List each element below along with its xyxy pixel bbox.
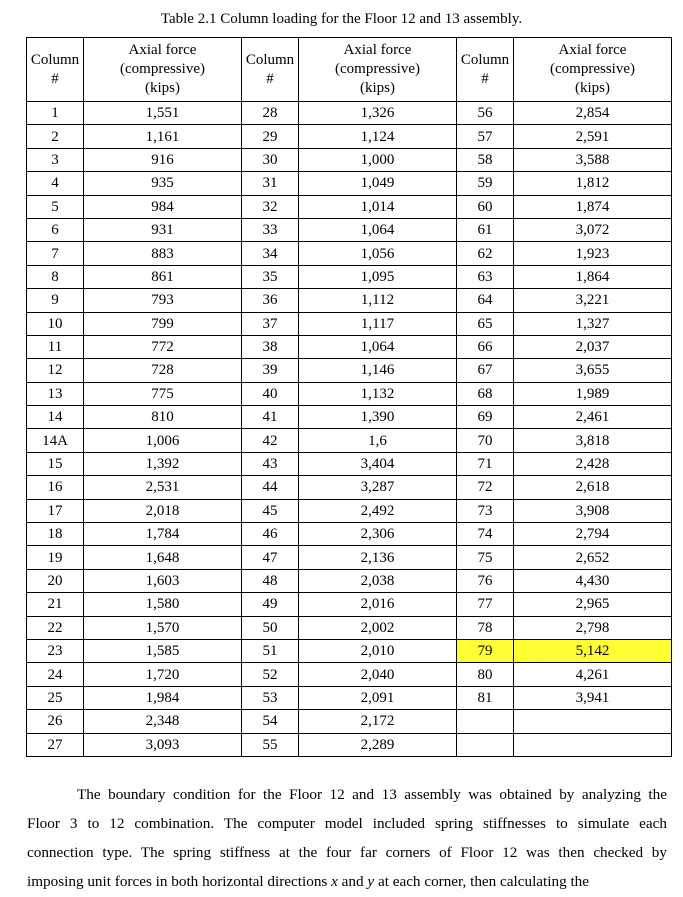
body-paragraph xyxy=(27,780,667,896)
column-number-cell: 29 xyxy=(242,125,299,148)
column-number-cell: 10 xyxy=(27,312,84,335)
axial-force-cell: 2,652 xyxy=(514,546,672,569)
table-row xyxy=(27,546,672,569)
column-number-cell: 44 xyxy=(242,476,299,499)
column-number-cell: 2 xyxy=(27,125,84,148)
table-row xyxy=(27,125,672,148)
axial-force-cell: 2,492 xyxy=(299,499,457,522)
axial-force-cell: 2,965 xyxy=(514,593,672,616)
column-number-cell: 57 xyxy=(457,125,514,148)
axial-force-cell: 3,655 xyxy=(514,359,672,382)
column-number-cell: 11 xyxy=(27,335,84,358)
axial-force-header: Axial force (compressive) (kips) xyxy=(84,38,242,102)
column-number-cell: 74 xyxy=(457,523,514,546)
table-row xyxy=(27,312,672,335)
axial-force-cell xyxy=(514,733,672,756)
table-row xyxy=(27,429,672,452)
column-number-cell: 76 xyxy=(457,569,514,592)
axial-force-cell: 2,016 xyxy=(299,593,457,616)
column-number-cell: 71 xyxy=(457,452,514,475)
axial-force-cell: 4,430 xyxy=(514,569,672,592)
column-number-cell: 20 xyxy=(27,569,84,592)
axial-force-cell: 1,392 xyxy=(84,452,242,475)
axial-force-header: Axial force (compressive) (kips) xyxy=(299,38,457,102)
axial-force-cell: 3,818 xyxy=(514,429,672,452)
axial-force-cell: 1,112 xyxy=(299,289,457,312)
column-number-cell: 24 xyxy=(27,663,84,686)
axial-force-cell: 2,591 xyxy=(514,125,672,148)
table-row xyxy=(27,382,672,405)
axial-force-header: Axial force (compressive) (kips) xyxy=(514,38,672,102)
paragraph-line: Floor 3 to 12 combination. The computer model included spring stiffnesses to simulate each xyxy=(27,815,667,832)
column-number-cell: 23 xyxy=(27,639,84,662)
axial-force-cell: 1,648 xyxy=(84,546,242,569)
column-number-cell: 70 xyxy=(457,429,514,452)
axial-force-cell: 799 xyxy=(84,312,242,335)
axial-force-cell: 935 xyxy=(84,172,242,195)
column-number-cell: 5 xyxy=(27,195,84,218)
column-number-cell: 73 xyxy=(457,499,514,522)
axial-force-cell: 1,095 xyxy=(299,265,457,288)
column-number-cell: 52 xyxy=(242,663,299,686)
column-loading-table xyxy=(26,37,672,757)
column-number-cell: 1 xyxy=(27,102,84,125)
axial-force-cell: 2,348 xyxy=(84,710,242,733)
axial-force-cell: 2,794 xyxy=(514,523,672,546)
axial-force-cell: 1,6 xyxy=(299,429,457,452)
table-row xyxy=(27,593,672,616)
column-number-cell: 72 xyxy=(457,476,514,499)
axial-force-cell: 3,588 xyxy=(514,148,672,171)
column-number-cell: 67 xyxy=(457,359,514,382)
axial-force-cell: 2,002 xyxy=(299,616,457,639)
axial-force-cell: 2,618 xyxy=(514,476,672,499)
column-number-cell: 21 xyxy=(27,593,84,616)
column-number-cell: 8 xyxy=(27,265,84,288)
axial-force-cell: 1,327 xyxy=(514,312,672,335)
column-number-cell: 6 xyxy=(27,218,84,241)
column-number-cell: 36 xyxy=(242,289,299,312)
column-number-cell: 16 xyxy=(27,476,84,499)
column-header: Column # xyxy=(27,38,84,102)
table-row xyxy=(27,663,672,686)
header-row xyxy=(27,38,672,102)
axial-force-cell: 1,390 xyxy=(299,406,457,429)
column-number-cell: 38 xyxy=(242,335,299,358)
column-number-cell: 68 xyxy=(457,382,514,405)
table-row xyxy=(27,639,672,662)
axial-force-cell: 2,037 xyxy=(514,335,672,358)
column-number-cell: 60 xyxy=(457,195,514,218)
column-number-cell: 28 xyxy=(242,102,299,125)
table-row xyxy=(27,686,672,709)
column-number-cell: 46 xyxy=(242,523,299,546)
axial-force-cell: 2,289 xyxy=(299,733,457,756)
axial-force-cell: 2,798 xyxy=(514,616,672,639)
axial-force-cell: 1,923 xyxy=(514,242,672,265)
column-number-cell: 17 xyxy=(27,499,84,522)
column-number-cell: 77 xyxy=(457,593,514,616)
axial-force-cell: 1,064 xyxy=(299,218,457,241)
table-row xyxy=(27,733,672,756)
axial-force-cell: 1,984 xyxy=(84,686,242,709)
column-header: Column # xyxy=(242,38,299,102)
axial-force-cell xyxy=(514,710,672,733)
column-number-cell: 27 xyxy=(27,733,84,756)
column-number-cell: 43 xyxy=(242,452,299,475)
column-number-cell: 51 xyxy=(242,639,299,662)
column-number-cell: 30 xyxy=(242,148,299,171)
axial-force-cell: 1,864 xyxy=(514,265,672,288)
column-number-cell: 7 xyxy=(27,242,84,265)
table-row xyxy=(27,148,672,171)
axial-force-cell: 2,461 xyxy=(514,406,672,429)
axial-force-cell: 1,146 xyxy=(299,359,457,382)
column-number-cell: 47 xyxy=(242,546,299,569)
axial-force-cell: 1,326 xyxy=(299,102,457,125)
column-number-cell: 45 xyxy=(242,499,299,522)
table-row xyxy=(27,359,672,382)
axial-force-cell: 861 xyxy=(84,265,242,288)
axial-force-cell: 775 xyxy=(84,382,242,405)
axial-force-cell: 1,551 xyxy=(84,102,242,125)
axial-force-cell: 2,306 xyxy=(299,523,457,546)
axial-force-cell: 2,038 xyxy=(299,569,457,592)
table-row xyxy=(27,102,672,125)
column-number-cell: 69 xyxy=(457,406,514,429)
axial-force-cell: 2,428 xyxy=(514,452,672,475)
column-number-cell: 66 xyxy=(457,335,514,358)
table-row xyxy=(27,289,672,312)
axial-force-cell: 2,091 xyxy=(299,686,457,709)
column-number-cell: 31 xyxy=(242,172,299,195)
axial-force-cell: 916 xyxy=(84,148,242,171)
axial-force-cell: 4,261 xyxy=(514,663,672,686)
column-number-cell: 19 xyxy=(27,546,84,569)
column-number-cell: 14 xyxy=(27,406,84,429)
column-number-cell: 79 xyxy=(457,639,514,662)
axial-force-cell: 1,064 xyxy=(299,335,457,358)
axial-force-cell: 1,006 xyxy=(84,429,242,452)
paragraph-line: connection type. The spring stiffness at the four far corners of Floor 12 was then checked by xyxy=(27,844,667,861)
column-number-cell: 63 xyxy=(457,265,514,288)
axial-force-cell: 3,287 xyxy=(299,476,457,499)
axial-force-cell: 1,989 xyxy=(514,382,672,405)
axial-force-cell: 3,072 xyxy=(514,218,672,241)
axial-force-cell: 3,221 xyxy=(514,289,672,312)
column-number-cell: 12 xyxy=(27,359,84,382)
column-number-cell: 14A xyxy=(27,429,84,452)
axial-force-cell: 984 xyxy=(84,195,242,218)
column-number-cell: 25 xyxy=(27,686,84,709)
column-number-cell: 33 xyxy=(242,218,299,241)
axial-force-cell: 1,720 xyxy=(84,663,242,686)
axial-force-cell: 3,093 xyxy=(84,733,242,756)
axial-force-cell: 2,854 xyxy=(514,102,672,125)
column-number-cell: 50 xyxy=(242,616,299,639)
axial-force-cell: 2,172 xyxy=(299,710,457,733)
column-number-cell: 9 xyxy=(27,289,84,312)
column-number-cell: 75 xyxy=(457,546,514,569)
axial-force-cell: 772 xyxy=(84,335,242,358)
axial-force-cell: 1,580 xyxy=(84,593,242,616)
axial-force-cell: 1,874 xyxy=(514,195,672,218)
column-number-cell: 35 xyxy=(242,265,299,288)
column-number-cell: 78 xyxy=(457,616,514,639)
axial-force-cell: 2,040 xyxy=(299,663,457,686)
axial-force-cell: 1,124 xyxy=(299,125,457,148)
column-number-cell: 37 xyxy=(242,312,299,335)
table-row xyxy=(27,406,672,429)
table-row xyxy=(27,218,672,241)
axial-force-cell: 2,018 xyxy=(84,499,242,522)
column-number-cell: 65 xyxy=(457,312,514,335)
axial-force-cell: 1,570 xyxy=(84,616,242,639)
table-caption: Table 2.1 Column loading for the Floor 12 and 13 assembly. xyxy=(160,11,523,27)
column-number-cell: 61 xyxy=(457,218,514,241)
column-number-cell: 53 xyxy=(242,686,299,709)
column-number-cell: 49 xyxy=(242,593,299,616)
column-number-cell: 42 xyxy=(242,429,299,452)
axial-force-cell: 1,117 xyxy=(299,312,457,335)
table-row xyxy=(27,569,672,592)
axial-force-cell: 5,142 xyxy=(514,639,672,662)
table-row xyxy=(27,710,672,733)
axial-force-cell: 793 xyxy=(84,289,242,312)
table-row xyxy=(27,476,672,499)
axial-force-cell: 2,136 xyxy=(299,546,457,569)
table-row xyxy=(27,616,672,639)
axial-force-cell: 1,161 xyxy=(84,125,242,148)
column-number-cell xyxy=(457,733,514,756)
table-row xyxy=(27,499,672,522)
column-number-cell: 39 xyxy=(242,359,299,382)
axial-force-cell: 1,132 xyxy=(299,382,457,405)
axial-force-cell: 2,010 xyxy=(299,639,457,662)
column-number-cell: 13 xyxy=(27,382,84,405)
axial-force-cell: 3,404 xyxy=(299,452,457,475)
column-number-cell: 80 xyxy=(457,663,514,686)
axial-force-cell: 2,531 xyxy=(84,476,242,499)
table-row xyxy=(27,265,672,288)
axial-force-cell: 1,812 xyxy=(514,172,672,195)
column-number-cell: 48 xyxy=(242,569,299,592)
column-number-cell: 62 xyxy=(457,242,514,265)
axial-force-cell: 1,603 xyxy=(84,569,242,592)
axial-force-cell: 1,784 xyxy=(84,523,242,546)
axial-force-cell: 728 xyxy=(84,359,242,382)
column-number-cell: 26 xyxy=(27,710,84,733)
paragraph-line: The boundary condition for the Floor 12 and 13 assembly was obtained by analyzing the xyxy=(77,786,667,803)
table-row xyxy=(27,523,672,546)
column-number-cell: 34 xyxy=(242,242,299,265)
column-number-cell: 22 xyxy=(27,616,84,639)
column-number-cell: 54 xyxy=(242,710,299,733)
axial-force-cell: 3,908 xyxy=(514,499,672,522)
axial-force-cell: 1,056 xyxy=(299,242,457,265)
column-number-cell: 4 xyxy=(27,172,84,195)
column-number-cell: 58 xyxy=(457,148,514,171)
axial-force-cell: 883 xyxy=(84,242,242,265)
column-number-cell: 55 xyxy=(242,733,299,756)
column-number-cell: 18 xyxy=(27,523,84,546)
column-number-cell: 41 xyxy=(242,406,299,429)
column-number-cell: 40 xyxy=(242,382,299,405)
axial-force-cell: 1,014 xyxy=(299,195,457,218)
paragraph-line: imposing unit forces in both horizontal directions x and y at each corner, then calculating the xyxy=(27,873,590,890)
table-row xyxy=(27,452,672,475)
column-number-cell: 59 xyxy=(457,172,514,195)
table-row xyxy=(27,195,672,218)
axial-force-cell: 1,049 xyxy=(299,172,457,195)
table-row xyxy=(27,172,672,195)
column-number-cell: 15 xyxy=(27,452,84,475)
axial-force-cell: 1,585 xyxy=(84,639,242,662)
axial-force-cell: 810 xyxy=(84,406,242,429)
column-header: Column # xyxy=(457,38,514,102)
table-body xyxy=(27,102,672,757)
table-row xyxy=(27,242,672,265)
column-number-cell xyxy=(457,710,514,733)
column-number-cell: 64 xyxy=(457,289,514,312)
column-number-cell: 56 xyxy=(457,102,514,125)
axial-force-cell: 1,000 xyxy=(299,148,457,171)
axial-force-cell: 931 xyxy=(84,218,242,241)
column-number-cell: 32 xyxy=(242,195,299,218)
column-number-cell: 3 xyxy=(27,148,84,171)
axial-force-cell: 3,941 xyxy=(514,686,672,709)
table-row xyxy=(27,335,672,358)
column-number-cell: 81 xyxy=(457,686,514,709)
